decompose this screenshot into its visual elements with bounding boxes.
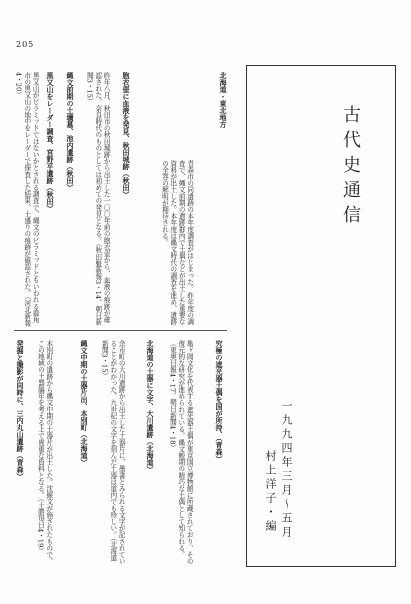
section-divider: [14, 330, 227, 331]
heading-akita-placenta: 胞衣壺に血液を発見、秋田城跡（秋田）: [122, 72, 131, 198]
article-akita-placenta: 昨年八月、秋田市の秋田城跡から出土した一〇〇年前の胞衣壺から、血液の痕跡が確認された。奈良時代のものとしては初めての発見となる。（秋田魁新報3・14、朝日新聞3・15）: [85, 72, 111, 326]
heading-sannai: 発掘と撮影が同時に、三内丸山遺跡（青森）: [16, 340, 25, 480]
journal-title: 古代史通信: [340, 105, 361, 230]
page-number: 205: [16, 40, 35, 49]
heading-ikeuchi: 縄文前期の土壙墓、池内遺跡（秋田）: [66, 72, 75, 191]
article-okawa: 余市町の大川遺跡から出土した土器片に、墨書とみられる文字が記されていることがわかった。九世紀の文字を刻んだ土器は道内でも珍しい。（北海道新聞3・15）: [100, 340, 126, 565]
heading-honbetsu: 縄文中期の土器片出、本別町（北海道）: [80, 340, 89, 466]
heading-kuromata: 黒又山をレーダー調査、宮野平遺跡（秋田）: [46, 72, 55, 212]
heading-okawa: 北海道の土器に文字、大川遺跡（北海道）: [146, 340, 155, 473]
period: 一九九四年三月〜五月: [280, 400, 293, 540]
article-intro: 青森市の同遺跡の本年度調査がはじまった。昨年度の調査で、縄文前期の遺跡群内で土偶などが出土した重要な資料が出土した。本年度は縄文時代の調査を進め、遺跡の全容の解明が期待される。: [160, 160, 194, 325]
editor: 村上洋子・編: [264, 450, 277, 534]
article-honbetsu: 本別町の遺跡から縄文中期の土器片が出土した。沈線文が施されたもので、この地域の土器編年を考える上で貴重な資料となる。（十勝毎日4・19）: [36, 340, 53, 565]
article-kuromata: 黒又山がピラミッドではないかとされる調査で、縄文のピラミッドともいわれる鹿角市の黒又山の地中をレーダーで探査した結果、土盛りの痕跡が確認された。（河北新報4・20）: [14, 72, 40, 327]
region-heading: 北海道・東北地方: [219, 72, 228, 128]
article-dogu: 亀ヶ岡文化を代表する遮光器土偶が東京国立博物館に所蔵されており、その復元的な研究が進められている。縄文晩期の精巧な土偶として知られる。（東奥日報4・17、朝日新聞4・18）: [168, 340, 194, 565]
heading-dogu: 究極の遮光器土偶を国が所持、（青森）: [215, 340, 224, 463]
